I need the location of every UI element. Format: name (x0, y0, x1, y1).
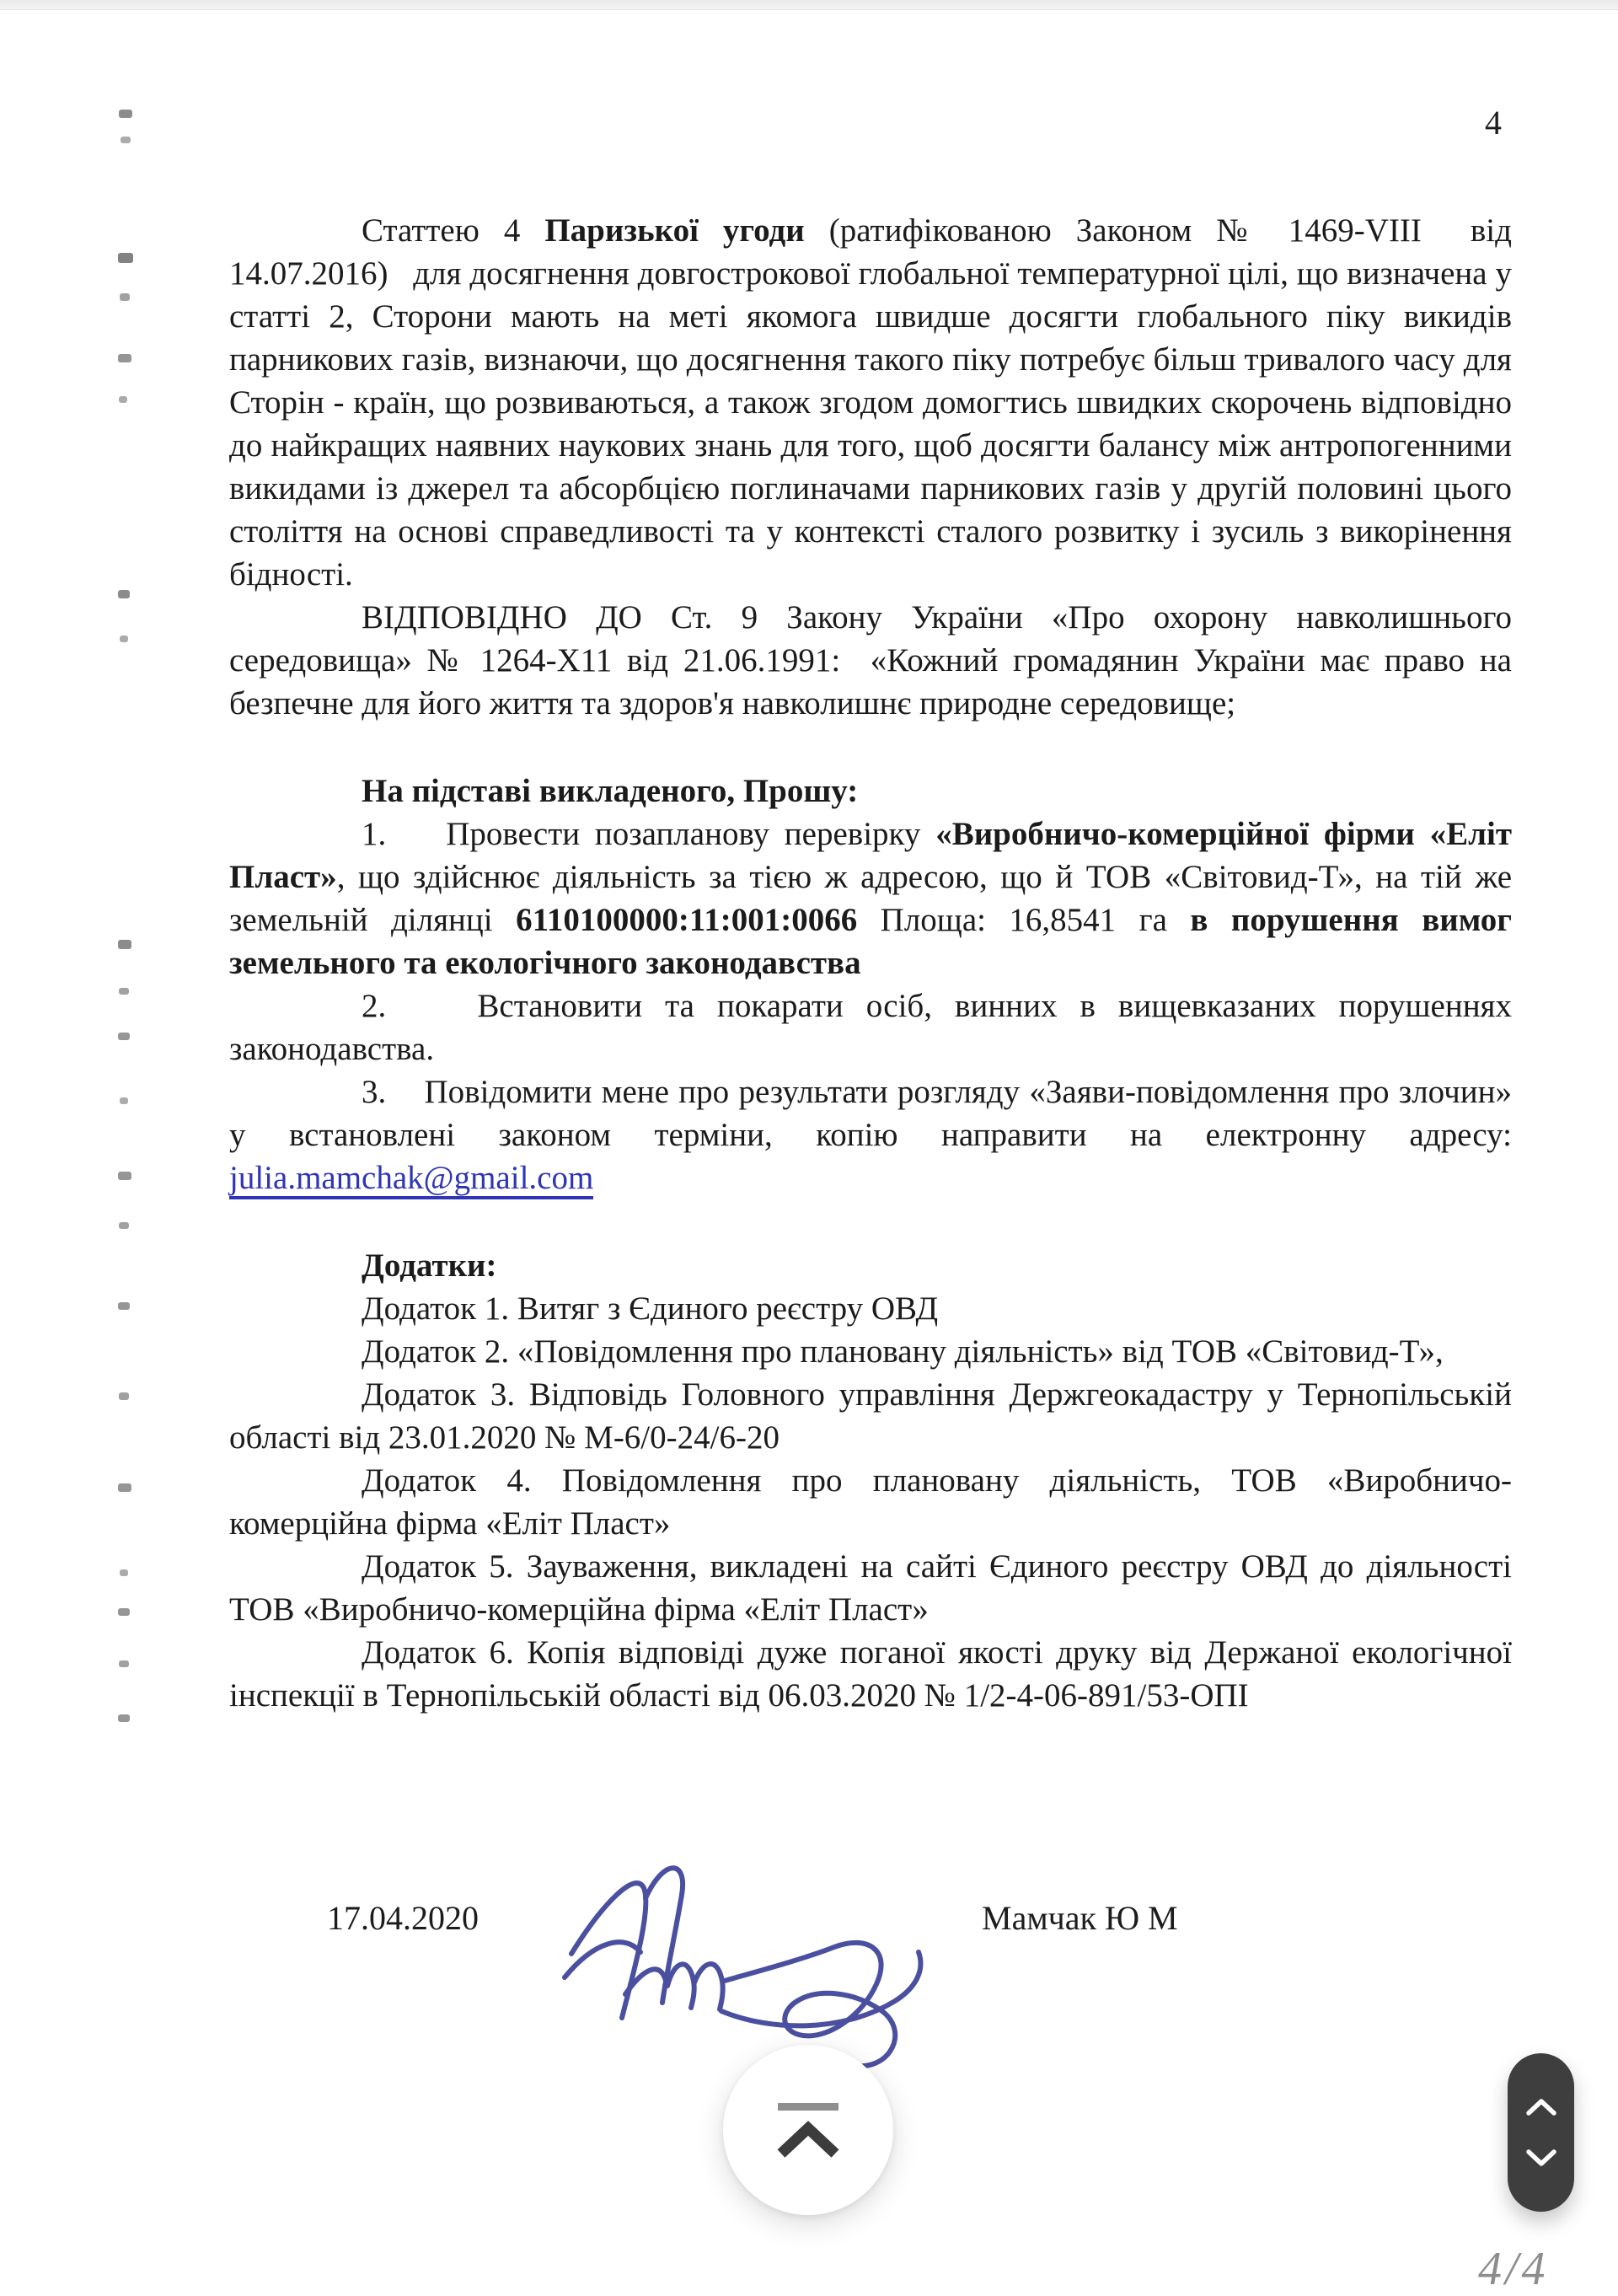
scan-smudge (118, 1483, 131, 1492)
scan-smudge (118, 940, 131, 949)
text-run: Додаток 6. Копія відповіді дуже поганої якості друку від Держаної екологічної інспекції в Тернопільській області від 06.03.2020 № 1/2-4-06-891/53-ОПІ (229, 1634, 1512, 1714)
chevron-up-icon (1525, 2098, 1557, 2116)
document-paragraph (229, 1287, 1512, 1330)
scan-smudge (118, 1172, 131, 1180)
document-paragraph (229, 770, 1512, 813)
document-paragraph (229, 1330, 1512, 1373)
text-run: 2. Встановити та покарати осіб, винних в вищевказаних порушеннях законодавства. (229, 988, 1512, 1067)
scan-smudge (119, 1660, 129, 1667)
document-paragraph (229, 1373, 1512, 1459)
document-page (229, 209, 1512, 1717)
text-run: Додаток 3. Відповідь Головного управління Держгеокадастру у Тернопільській області від 23.01.2020 № М-6/0-24/6-20 (229, 1376, 1512, 1456)
scan-smudge (119, 110, 132, 118)
document-paragraph (229, 984, 1512, 1070)
text-run: Паризької угоди (544, 212, 805, 249)
document-paragraph (229, 1070, 1512, 1199)
scan-smudge (118, 1608, 130, 1616)
collapse-to-top-icon (775, 2103, 841, 2158)
document-paragraph (229, 1459, 1512, 1545)
scan-smudge (118, 590, 130, 598)
document-paragraph (229, 1631, 1512, 1717)
page-nav-control[interactable] (1508, 2053, 1574, 2212)
text-run: 6110100000:11:001:0066 (516, 902, 858, 938)
signature-date: 17.04.2020 (327, 1899, 479, 1937)
document-paragraph (229, 209, 1512, 596)
text-run: Статтею 4 (362, 212, 545, 249)
text-run: На підставі викладеного, Прошу: (362, 773, 859, 809)
document-paragraph (229, 596, 1512, 725)
scan-smudge (118, 354, 131, 362)
scan-smudge (120, 1097, 128, 1104)
scan-smudge (119, 1222, 129, 1229)
signer-name: Мамчак Ю М (982, 1899, 1178, 1937)
scan-smudge (118, 253, 133, 263)
document-paragraph (229, 1244, 1512, 1287)
text-run: «Виробничо-комерційної фірми «Еліт Пласт» (229, 816, 1512, 895)
text-run: 1. Провести позапланову перевірку (362, 816, 936, 852)
scan-smudge (119, 988, 129, 995)
nav-down-button[interactable] (1520, 2143, 1562, 2172)
scan-smudge (118, 1033, 130, 1040)
document-paragraph (229, 1545, 1512, 1631)
top-bar (0, 0, 1618, 10)
page-number: 4 (1485, 104, 1502, 142)
text-run: Додатки: (362, 1247, 497, 1284)
text-run: ВІДПОВІДНО ДО Ст. 9 Закону України «Про охорону навколишнього середовища» № 1264-X11 від 21.06.1991: «Кожний громадянин України має право на безпечне для його життя та здоров'я навколишнє природне середовище; (229, 599, 1512, 722)
text-run: Площа: 16,8541 га (857, 902, 1191, 938)
text-run: (ратифікованою Законом № 1469-VIII від 14.07.2016) для досягнення довгострокової глобальної температурної цілі, що визначена у статті 2, Сторони мають на меті якомога швидше досягти глобального піку викидів парникових газів, визнаючи, що досягнення такого піку потребує більш тривалого часу для Сторін - країн, що розвиваються, а також згодом домогтись швидких скорочень відповідно до найкращих наявних наукових знань для того, щоб досягти балансу між антропогенними викидами із джерел та абсорбцією поглиначами парникових газів у другій половині цього століття на основі справедливості та у контексті сталого розвитку і зусиль з викорінення бідності. (229, 212, 1512, 593)
document-paragraph (229, 813, 1512, 984)
email-link[interactable]: julia.mamchak@gmail.com (229, 1160, 593, 1199)
text-run: Додаток 4. Повідомлення про плановану діяльність, ТОВ «Виробничо-комерційна фірма «Еліт Пласт» (229, 1462, 1512, 1542)
scan-smudge (118, 1302, 130, 1310)
text-run: в порушення вимог земельного та екологічного законодавства (229, 902, 1512, 981)
scan-smudge (121, 137, 131, 143)
scan-smudge (120, 636, 128, 642)
scan-smudge (120, 293, 130, 301)
scan-smudge (119, 396, 127, 403)
text-run: Додаток 2. «Повідомлення про плановану діяльність» від ТОВ «Світовид-Т», (362, 1333, 1444, 1370)
scroll-to-top-button[interactable] (723, 2045, 893, 2215)
chevron-down-icon (1525, 2148, 1557, 2167)
nav-up-button[interactable] (1520, 2093, 1562, 2122)
text-run: 3. Повідомити мене про результати розгляду «Заяви-повідомлення про злочин» у встановлені законом терміни, копію направити на електронну адресу: (229, 1074, 1512, 1153)
text-run: Додаток 5. Зауваження, викладені на сайті Єдиного реєстру ОВД до діяльності ТОВ «Виробничо-комерційна фірма «Еліт Пласт» (229, 1548, 1512, 1628)
scan-smudge (119, 1392, 129, 1400)
text-run: , що здійснює діяльність за тією ж адресою, що й ТОВ «Світовид-Т», на тій же земельній ділянці (229, 859, 1512, 938)
text-run: Додаток 1. Витяг з Єдиного реєстру ОВД (362, 1290, 939, 1327)
scan-smudge (120, 1569, 128, 1576)
scan-smudge (118, 1714, 130, 1722)
page-indicator: 4/4 (1478, 2243, 1549, 2295)
